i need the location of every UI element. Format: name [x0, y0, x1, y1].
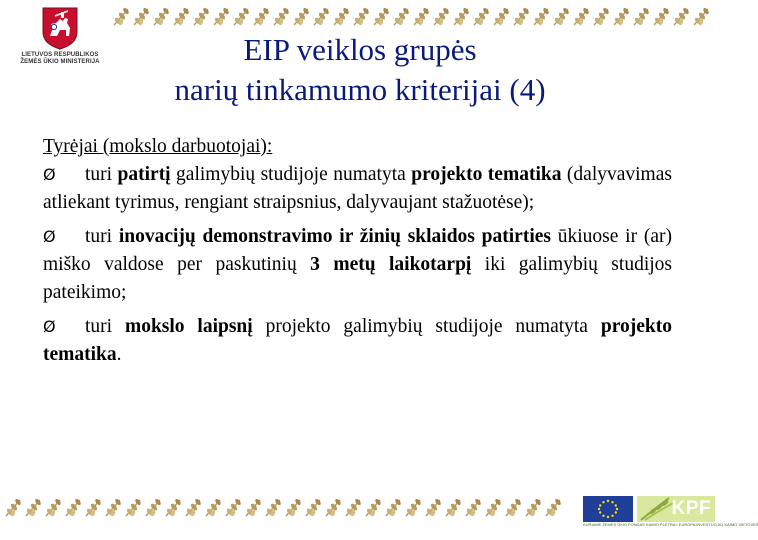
coat-of-arms-icon: [41, 6, 79, 50]
bullet-arrow-icon: Ø: [43, 227, 56, 246]
bullet-arrow-icon: Ø: [43, 317, 56, 336]
slide-title: [100, 30, 620, 110]
criteria-list: [43, 161, 672, 369]
criteria-item: [43, 313, 672, 369]
ministry-logo-line-1: LIETUVOS RESPUBLIKOS: [21, 52, 99, 58]
slide-title-line-1: EIP veiklos grupės: [243, 32, 477, 67]
ministry-logo-line-2: ŽEMĖS ŪKIO MINISTERIJA: [20, 59, 100, 65]
criteria-text-bold: 3 metų laikotarpį: [310, 254, 472, 275]
criteria-item: [43, 161, 672, 217]
bullet-arrow-icon: Ø: [43, 165, 56, 184]
eu-flag-icon: [583, 496, 633, 522]
criteria-text: (dalyvavimas atliekant tyrimus, rengiant straipsnius, dalyvaujant stažuotėse);: [43, 164, 672, 213]
kpf-caption: KURIAME ŽEMĖS ŪKIO FONDAS KAIMO PLĖTRAI: EUROPA INVESTUOJA Į KAIMO VIETOVES: [583, 522, 758, 527]
criteria-item: [43, 223, 672, 307]
criteria-text: projekto galimybių studijoje numatyta: [252, 316, 601, 337]
criteria-text-bold: mokslo laipsnį: [124, 316, 253, 337]
ministry-logo: [14, 6, 106, 72]
kpf-label: KPF: [671, 498, 711, 519]
criteria-text: ūkiuose ir (ar) miško valdose per paskutinių: [43, 226, 672, 275]
criteria-text-bold: inovacijų demonstravimo ir žinių sklaidos patirties: [118, 226, 551, 247]
criteria-text: galimybių studijoje numatyta: [170, 164, 412, 185]
criteria-text: turi: [85, 164, 118, 185]
section-heading: Tyrėjai (mokslo darbuotojai):: [43, 136, 273, 157]
criteria-text-bold: patirtį: [117, 164, 171, 185]
wheat-border-bottom: [4, 497, 574, 519]
criteria-text: turi: [85, 226, 119, 247]
criteria-text: iki galimybių studijos pateikimo;: [43, 254, 672, 303]
criteria-text: .: [116, 344, 122, 365]
criteria-text-bold: projekto tematika: [411, 164, 562, 185]
criteria-text-bold: projekto tematika: [43, 316, 672, 365]
slide-title-line-2: narių tinkamumo kriterijai (4): [174, 72, 546, 107]
ministry-logo-text: [14, 52, 106, 66]
criteria-text: turi: [85, 316, 125, 337]
slide-body: [43, 133, 672, 369]
kpf-logo: [637, 496, 715, 522]
wheat-border-top: [112, 6, 716, 28]
